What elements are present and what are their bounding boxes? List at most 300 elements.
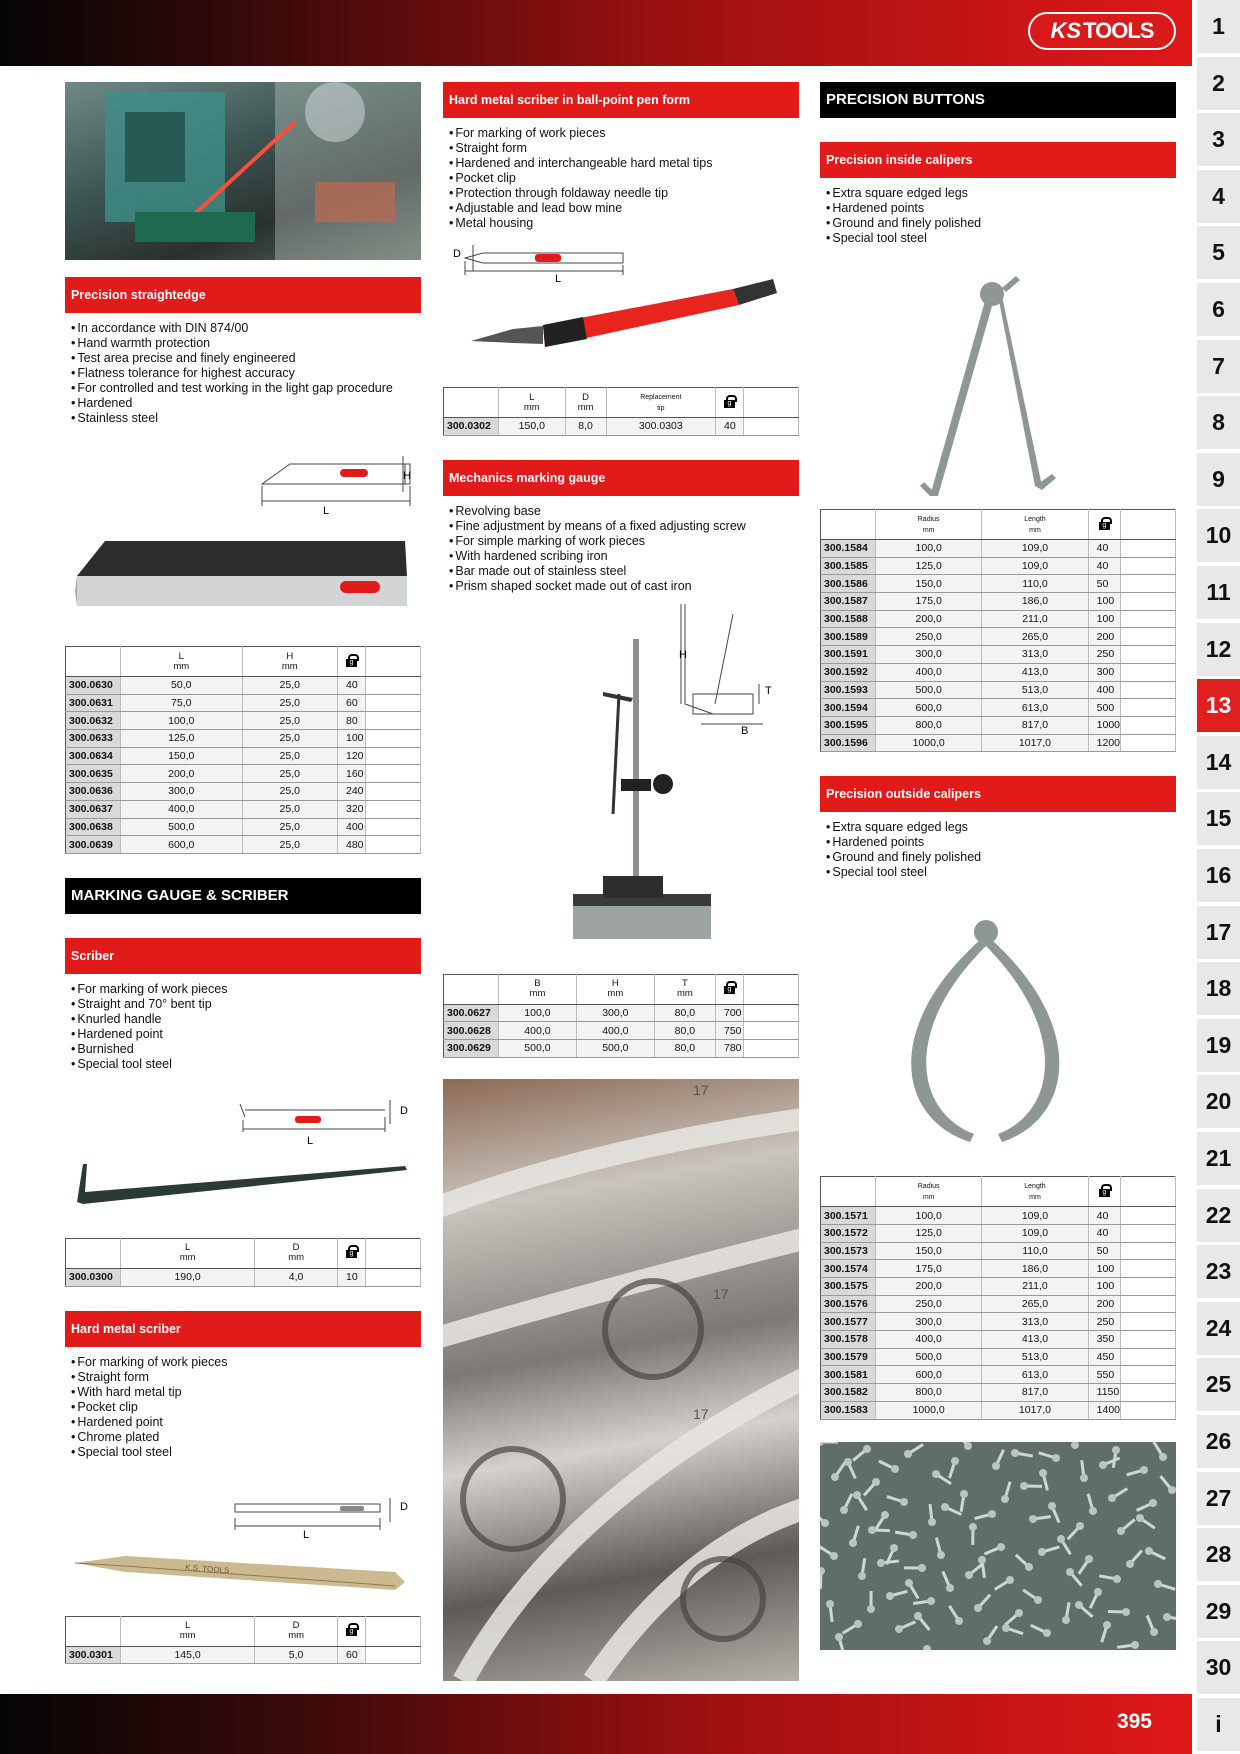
table-cell: 600,0	[121, 836, 243, 854]
chapter-tab-18[interactable]: 18	[1197, 962, 1240, 1015]
article-number: 300.0631	[66, 694, 121, 712]
table-cell: 1017,0	[982, 1401, 1088, 1419]
table-cell: 400,0	[499, 1022, 577, 1040]
pile-texture-dot	[900, 1498, 908, 1506]
table-header-unit: mm	[1029, 1193, 1041, 1201]
table-cell: 200	[1088, 628, 1120, 646]
table-header-blank	[744, 974, 799, 1004]
precision-buttons-heading: PRECISION BUTTONS	[820, 82, 1176, 118]
table-row	[821, 1207, 1176, 1225]
table-row	[821, 557, 1176, 575]
table-cell-blank	[1121, 1260, 1176, 1278]
article-number: 300.1573	[821, 1242, 876, 1260]
table-header-code	[66, 647, 121, 677]
pile-texture-dot	[960, 1490, 968, 1498]
chapter-tab-20[interactable]: 20	[1197, 1075, 1240, 1128]
chapter-tab-17[interactable]: 17	[1197, 906, 1240, 959]
table-row	[66, 818, 421, 836]
scriber-drawing	[65, 1072, 421, 1238]
table-cell: 60	[338, 1646, 366, 1664]
bullet-item: • For marking of work pieces	[71, 982, 421, 997]
weight-icon	[1099, 517, 1110, 530]
table-row	[821, 575, 1176, 593]
bullet-item: • Burnished	[71, 1042, 421, 1057]
right-column	[820, 82, 1176, 1650]
bullet-item: • Pocket clip	[449, 171, 799, 186]
logo-tools-text: TOOLS	[1083, 18, 1154, 43]
pile-texture-dot	[1006, 1576, 1014, 1584]
pile-texture-dot	[1052, 1454, 1060, 1462]
weight-icon	[724, 981, 735, 994]
table-row	[821, 1295, 1176, 1313]
left-column	[65, 82, 421, 1664]
chapter-tab-21[interactable]: 21	[1197, 1132, 1240, 1185]
weight-icon	[724, 395, 735, 408]
table-cell: 25,0	[242, 800, 338, 818]
pile-texture-dot	[1108, 1494, 1116, 1502]
pile-texture-dot	[1076, 1522, 1084, 1530]
table-header-code	[821, 510, 876, 540]
bullet-item: • Ground and finely polished	[826, 850, 1176, 865]
table-header	[876, 1177, 982, 1207]
pile-texture-dot	[854, 1620, 862, 1628]
table-header-unit: mm	[922, 1193, 935, 1201]
table-cell: 500,0	[499, 1040, 577, 1058]
table-cell-blank	[1121, 1278, 1176, 1296]
chapter-tab-23[interactable]: 23	[1197, 1245, 1240, 1298]
table-row	[821, 716, 1176, 734]
table-cell: 40	[1088, 1224, 1120, 1242]
pile-texture-dot	[831, 1473, 839, 1481]
table-row	[66, 800, 421, 818]
table-cell: 200,0	[876, 610, 982, 628]
article-number: 300.0628	[444, 1022, 499, 1040]
chapter-tab-16[interactable]: 16	[1197, 849, 1240, 902]
inside-calipers-heading: Precision inside calipers	[820, 142, 1176, 178]
straightedge-bullets	[65, 313, 421, 426]
chapter-tab-13[interactable]: 13	[1197, 679, 1240, 732]
chapter-tab-27[interactable]: 27	[1197, 1472, 1240, 1525]
table-cell-blank	[1121, 610, 1176, 628]
table-cell: 175,0	[876, 593, 982, 611]
table-cell-blank	[1121, 1348, 1176, 1366]
chapter-tab-28[interactable]: 28	[1197, 1528, 1240, 1581]
table-row	[66, 1268, 421, 1286]
table-cell: 50,0	[121, 677, 243, 695]
article-number: 300.1583	[821, 1401, 876, 1419]
table-cell-blank	[1121, 1331, 1176, 1349]
pile-texture-dot	[997, 1543, 1005, 1551]
bullet-item: • With hard metal tip	[71, 1385, 421, 1400]
scriber-figure	[65, 1072, 421, 1238]
table-cell: 600,0	[876, 699, 982, 717]
pile-texture-dot	[1136, 1514, 1144, 1522]
table-cell-blank	[366, 677, 421, 695]
gauge-dim-t: T	[765, 684, 772, 697]
table-cell: 320	[338, 800, 366, 818]
article-number: 300.1588	[821, 610, 876, 628]
table-cell: 120	[338, 747, 366, 765]
table-cell: 100	[1088, 1278, 1120, 1296]
pile-texture-dot	[905, 1579, 913, 1587]
bullet-item: • Pocket clip	[71, 1400, 421, 1415]
pile-texture-dot	[1075, 1601, 1083, 1609]
chapter-tab-15[interactable]: 15	[1197, 792, 1240, 845]
table-cell: 100	[1088, 593, 1120, 611]
weight-icon	[346, 654, 357, 667]
table-cell: 513,0	[982, 1348, 1088, 1366]
table-cell: 40	[1088, 557, 1120, 575]
table-cell: 265,0	[982, 628, 1088, 646]
table-row	[66, 783, 421, 801]
table-header	[606, 388, 715, 418]
ballpoint-heading: Hard metal scriber in ball-point pen form	[443, 82, 799, 118]
table-row	[444, 1022, 799, 1040]
table-cell: 25,0	[242, 747, 338, 765]
article-number: 300.0637	[66, 800, 121, 818]
pile-texture-dot	[1122, 1608, 1130, 1616]
pile-texture-dot	[932, 1470, 940, 1478]
table-cell: 613,0	[982, 1366, 1088, 1384]
table-row	[821, 1384, 1176, 1402]
gauge-bullets	[443, 496, 799, 594]
table-row	[66, 730, 421, 748]
table-cell: 145,0	[121, 1646, 255, 1664]
table-cell: 240	[338, 783, 366, 801]
pile-texture-dot	[881, 1511, 889, 1519]
pile-texture-dot	[835, 1633, 843, 1641]
chapter-tab-7[interactable]: 7	[1197, 340, 1240, 393]
table-cell: 600,0	[876, 1366, 982, 1384]
table-header-blank	[1121, 510, 1176, 540]
article-number: 300.1574	[821, 1260, 876, 1278]
table-cell-blank	[744, 1040, 799, 1058]
table-cell: 125,0	[121, 730, 243, 748]
bullet-item: • Straight form	[71, 1370, 421, 1385]
pile-texture-dot	[923, 1645, 931, 1650]
table-cell: 80,0	[654, 1004, 715, 1022]
article-number: 300.1592	[821, 663, 876, 681]
table-header-unit: mm	[179, 1252, 196, 1264]
table-cell: 550	[1088, 1366, 1120, 1384]
table-header-weight	[1088, 510, 1120, 540]
article-number: 300.1596	[821, 734, 876, 752]
bullet-item: • Straight form	[449, 141, 799, 156]
bullet-item: • For marking of work pieces	[449, 126, 799, 141]
pile-texture-dot	[1039, 1469, 1047, 1477]
table-header-label: L	[184, 1620, 191, 1632]
table-header-unit: tip	[657, 404, 665, 412]
pile-texture-dot	[1154, 1580, 1162, 1588]
table-row	[821, 646, 1176, 664]
table-cell: 160	[338, 765, 366, 783]
chapter-tab-10[interactable]: 10	[1197, 509, 1240, 562]
chapter-tab-4[interactable]: 4	[1197, 170, 1240, 223]
table-cell-blank	[1121, 575, 1176, 593]
table-row	[821, 1366, 1176, 1384]
table-cell: 613,0	[982, 699, 1088, 717]
article-number: 300.0301	[66, 1646, 121, 1664]
bullet-item: • Chrome plated	[71, 1430, 421, 1445]
article-number: 300.1591	[821, 646, 876, 664]
pile-texture-dot	[1099, 1461, 1107, 1469]
table-cell: 211,0	[982, 610, 1088, 628]
table-header-label: Radius	[917, 1182, 940, 1190]
pile-texture-dot	[877, 1559, 885, 1567]
pile-texture-dot	[904, 1450, 912, 1458]
table-cell: 100	[338, 730, 366, 748]
table-row	[821, 1260, 1176, 1278]
pile-texture-dot	[983, 1637, 991, 1645]
pile-texture-dot	[1103, 1621, 1111, 1629]
gauge-figure	[443, 594, 799, 974]
pile-texture-dot	[1025, 1563, 1033, 1571]
pile-texture-dot	[830, 1552, 838, 1560]
table-cell: 1000,0	[876, 734, 982, 752]
article-number: 300.1576	[821, 1295, 876, 1313]
table-cell-blank	[366, 818, 421, 836]
pile-texture-dot	[1057, 1535, 1065, 1543]
table-header-weight	[1088, 1177, 1120, 1207]
pile-texture-dot	[909, 1531, 917, 1539]
table-cell: 25,0	[242, 694, 338, 712]
table-cell: 80	[338, 712, 366, 730]
table-cell: 50	[1088, 1242, 1120, 1260]
article-number: 300.0630	[66, 677, 121, 695]
table-header-unit: mm	[523, 401, 540, 413]
scriber-dim-d: D	[400, 1104, 408, 1117]
chapter-tab-2[interactable]: 2	[1197, 57, 1240, 110]
chapter-tab-8[interactable]: 8	[1197, 396, 1240, 449]
table-row	[821, 1224, 1176, 1242]
table-header	[982, 1177, 1088, 1207]
table-cell: 300,0	[876, 1313, 982, 1331]
ballpoint-table	[443, 387, 799, 436]
pile-texture-dot	[890, 1544, 898, 1552]
article-number: 300.1593	[821, 681, 876, 699]
table-cell: 1017,0	[982, 734, 1088, 752]
table-cell: 25,0	[242, 712, 338, 730]
pile-texture-dot	[1112, 1446, 1120, 1454]
pile-texture-dot	[1131, 1641, 1139, 1649]
hm-scriber-dim-d: D	[400, 1500, 408, 1513]
table-cell: 700	[716, 1004, 744, 1022]
straightedge-table	[65, 646, 421, 854]
table-cell: 800,0	[876, 716, 982, 734]
pile-texture-dot	[840, 1506, 848, 1514]
article-number: 300.0300	[66, 1268, 121, 1286]
chapter-tab-26[interactable]: 26	[1197, 1415, 1240, 1468]
table-row	[821, 1313, 1176, 1331]
pile-texture-dot	[1048, 1502, 1056, 1510]
bullet-item: • For simple marking of work pieces	[449, 534, 799, 549]
table-cell: 110,0	[982, 575, 1088, 593]
table-header-blank	[366, 1238, 421, 1268]
chapter-tab-12[interactable]: 12	[1197, 623, 1240, 676]
table-cell-blank	[1121, 1295, 1176, 1313]
table-cell: 25,0	[242, 677, 338, 695]
bullet-item: • Hand warmth protection	[71, 336, 421, 351]
chapter-tab-9[interactable]: 9	[1197, 453, 1240, 506]
table-cell: 175,0	[876, 1260, 982, 1278]
table-row	[821, 1401, 1176, 1419]
table-row	[66, 747, 421, 765]
table-header-label: D	[582, 391, 590, 403]
table-row	[444, 1040, 799, 1058]
article-number: 300.1572	[821, 1224, 876, 1242]
table-cell: 250,0	[876, 628, 982, 646]
calipers-pile-photo	[820, 1442, 1176, 1650]
table-header-unit: mm	[676, 988, 693, 1000]
table-header-label: L	[529, 391, 535, 403]
table-cell: 817,0	[982, 1384, 1088, 1402]
table-cell-blank	[366, 836, 421, 854]
bullet-item: • Special tool steel	[826, 865, 1176, 880]
table-cell: 100	[1088, 1260, 1120, 1278]
table-cell: 400,0	[576, 1022, 654, 1040]
ballpoint-dim-d: D	[453, 248, 461, 260]
article-number: 300.1571	[821, 1207, 876, 1225]
pile-texture-dot	[964, 1442, 972, 1450]
pile-texture-dot	[918, 1564, 926, 1572]
gauge-heading: Mechanics marking gauge	[443, 460, 799, 496]
pile-texture-dot	[863, 1445, 871, 1453]
pile-texture-dot	[821, 1519, 829, 1527]
table-row	[66, 765, 421, 783]
scriber-bullets	[65, 974, 421, 1072]
chapter-tab-14[interactable]: 14	[1197, 736, 1240, 789]
table-row	[66, 836, 421, 854]
table-cell: 75,0	[121, 694, 243, 712]
table-header-label: T	[681, 978, 688, 990]
bullet-item: • Extra square edged legs	[826, 186, 1176, 201]
table-header-unit: mm	[577, 401, 594, 413]
straightedge-figure	[65, 426, 421, 646]
chapter-tab-6[interactable]: 6	[1197, 283, 1240, 336]
chapter-tab-19[interactable]: 19	[1197, 1019, 1240, 1072]
table-row	[821, 734, 1176, 752]
table-header-weight	[716, 388, 744, 418]
article-number: 300.1579	[821, 1348, 876, 1366]
table-cell: 500	[1088, 699, 1120, 717]
table-header-label: Radius	[917, 515, 940, 523]
weight-icon	[346, 1623, 357, 1636]
table-cell-blank	[1121, 1384, 1176, 1402]
pile-texture-dot	[1002, 1624, 1010, 1632]
table-cell: 300	[1088, 663, 1120, 681]
chapter-tab-22[interactable]: 22	[1197, 1189, 1240, 1242]
bullet-item: • Stainless steel	[71, 411, 421, 426]
table-cell: 350	[1088, 1331, 1120, 1349]
table-row	[821, 663, 1176, 681]
pile-texture-dot	[1094, 1588, 1102, 1596]
table-cell-blank	[366, 1268, 421, 1286]
outside-calipers-heading: Precision outside calipers	[820, 776, 1176, 812]
bullet-item: • Extra square edged legs	[826, 820, 1176, 835]
pile-texture-dot	[955, 1617, 963, 1625]
workshop-photo-art	[65, 82, 421, 260]
table-cell: 150,0	[499, 418, 566, 436]
table-cell: 186,0	[982, 1260, 1088, 1278]
table-row	[66, 694, 421, 712]
pile-texture-dot	[1015, 1609, 1023, 1617]
table-row	[821, 628, 1176, 646]
table-cell: 300,0	[121, 783, 243, 801]
table-cell: 200	[1088, 1295, 1120, 1313]
bullet-item: • Bar made out of stainless steel	[449, 564, 799, 579]
table-cell: 450	[1088, 1348, 1120, 1366]
pile-texture-dot	[1043, 1629, 1051, 1637]
hm-scriber-heading: Hard metal scriber	[65, 1311, 421, 1347]
table-cell-blank	[1121, 1224, 1176, 1242]
bullet-item: • Revolving base	[449, 504, 799, 519]
chapter-tab-3[interactable]: 3	[1197, 113, 1240, 166]
table-cell: 40	[338, 677, 366, 695]
table-cell: 100,0	[876, 1207, 982, 1225]
table-cell: 1200	[1088, 734, 1120, 752]
ballpoint-dim-l: L	[555, 273, 562, 285]
pile-texture-dot	[867, 1605, 875, 1613]
article-number: 300.1589	[821, 628, 876, 646]
chapter-tab-29[interactable]: 29	[1197, 1585, 1240, 1638]
bullet-item: • Hardened points	[826, 201, 1176, 216]
pile-texture-dot	[1038, 1548, 1046, 1556]
ballpoint-drawing	[443, 231, 799, 387]
chapter-tab-11[interactable]: 11	[1197, 566, 1240, 619]
table-header	[982, 510, 1088, 540]
pile-texture-dot	[853, 1491, 861, 1499]
chapter-tab-1[interactable]: 1	[1197, 0, 1240, 53]
chapter-tab-24[interactable]: 24	[1197, 1302, 1240, 1355]
bullet-item: • Hardened point	[71, 1027, 421, 1042]
ballpoint-bullets	[443, 118, 799, 231]
bullet-item: • Flatness tolerance for highest accuracy	[71, 366, 421, 381]
table-header	[255, 1616, 338, 1646]
chapter-tab-5[interactable]: 5	[1197, 226, 1240, 279]
table-cell: 300,0	[576, 1004, 654, 1022]
table-header-unit: mm	[281, 660, 298, 672]
table-cell: 800,0	[876, 1384, 982, 1402]
chapter-tab-25[interactable]: 25	[1197, 1358, 1240, 1411]
table-header-label: Replacement	[640, 393, 682, 401]
pile-texture-dot	[891, 1465, 899, 1473]
table-cell: 250	[1088, 646, 1120, 664]
table-cell-blank	[1121, 557, 1176, 575]
chapter-tab-i[interactable]: i	[1197, 1698, 1240, 1751]
logo-ks-text: KS	[1050, 18, 1082, 43]
table-cell-blank	[366, 747, 421, 765]
article-number: 300.0632	[66, 712, 121, 730]
table-header-code	[66, 1238, 121, 1268]
weight-icon	[346, 1245, 357, 1258]
table-row	[821, 1278, 1176, 1296]
hm-scriber-figure	[65, 1460, 421, 1616]
table-cell: 109,0	[982, 1207, 1088, 1225]
pile-texture-dot	[872, 1478, 880, 1486]
table-header-blank	[366, 647, 421, 677]
table-cell: 265,0	[982, 1295, 1088, 1313]
table-cell-blank	[1121, 1401, 1176, 1419]
chapter-tab-30[interactable]: 30	[1197, 1641, 1240, 1694]
ks-tools-logo[interactable]	[1028, 12, 1176, 50]
table-cell: 313,0	[982, 646, 1088, 664]
bullet-item: • Hardened	[71, 396, 421, 411]
pile-texture-dot	[1029, 1515, 1037, 1523]
pile-texture-dot	[1168, 1486, 1176, 1494]
pile-texture-dot	[969, 1523, 977, 1531]
table-row	[821, 1331, 1176, 1349]
article-number: 300.1577	[821, 1313, 876, 1331]
